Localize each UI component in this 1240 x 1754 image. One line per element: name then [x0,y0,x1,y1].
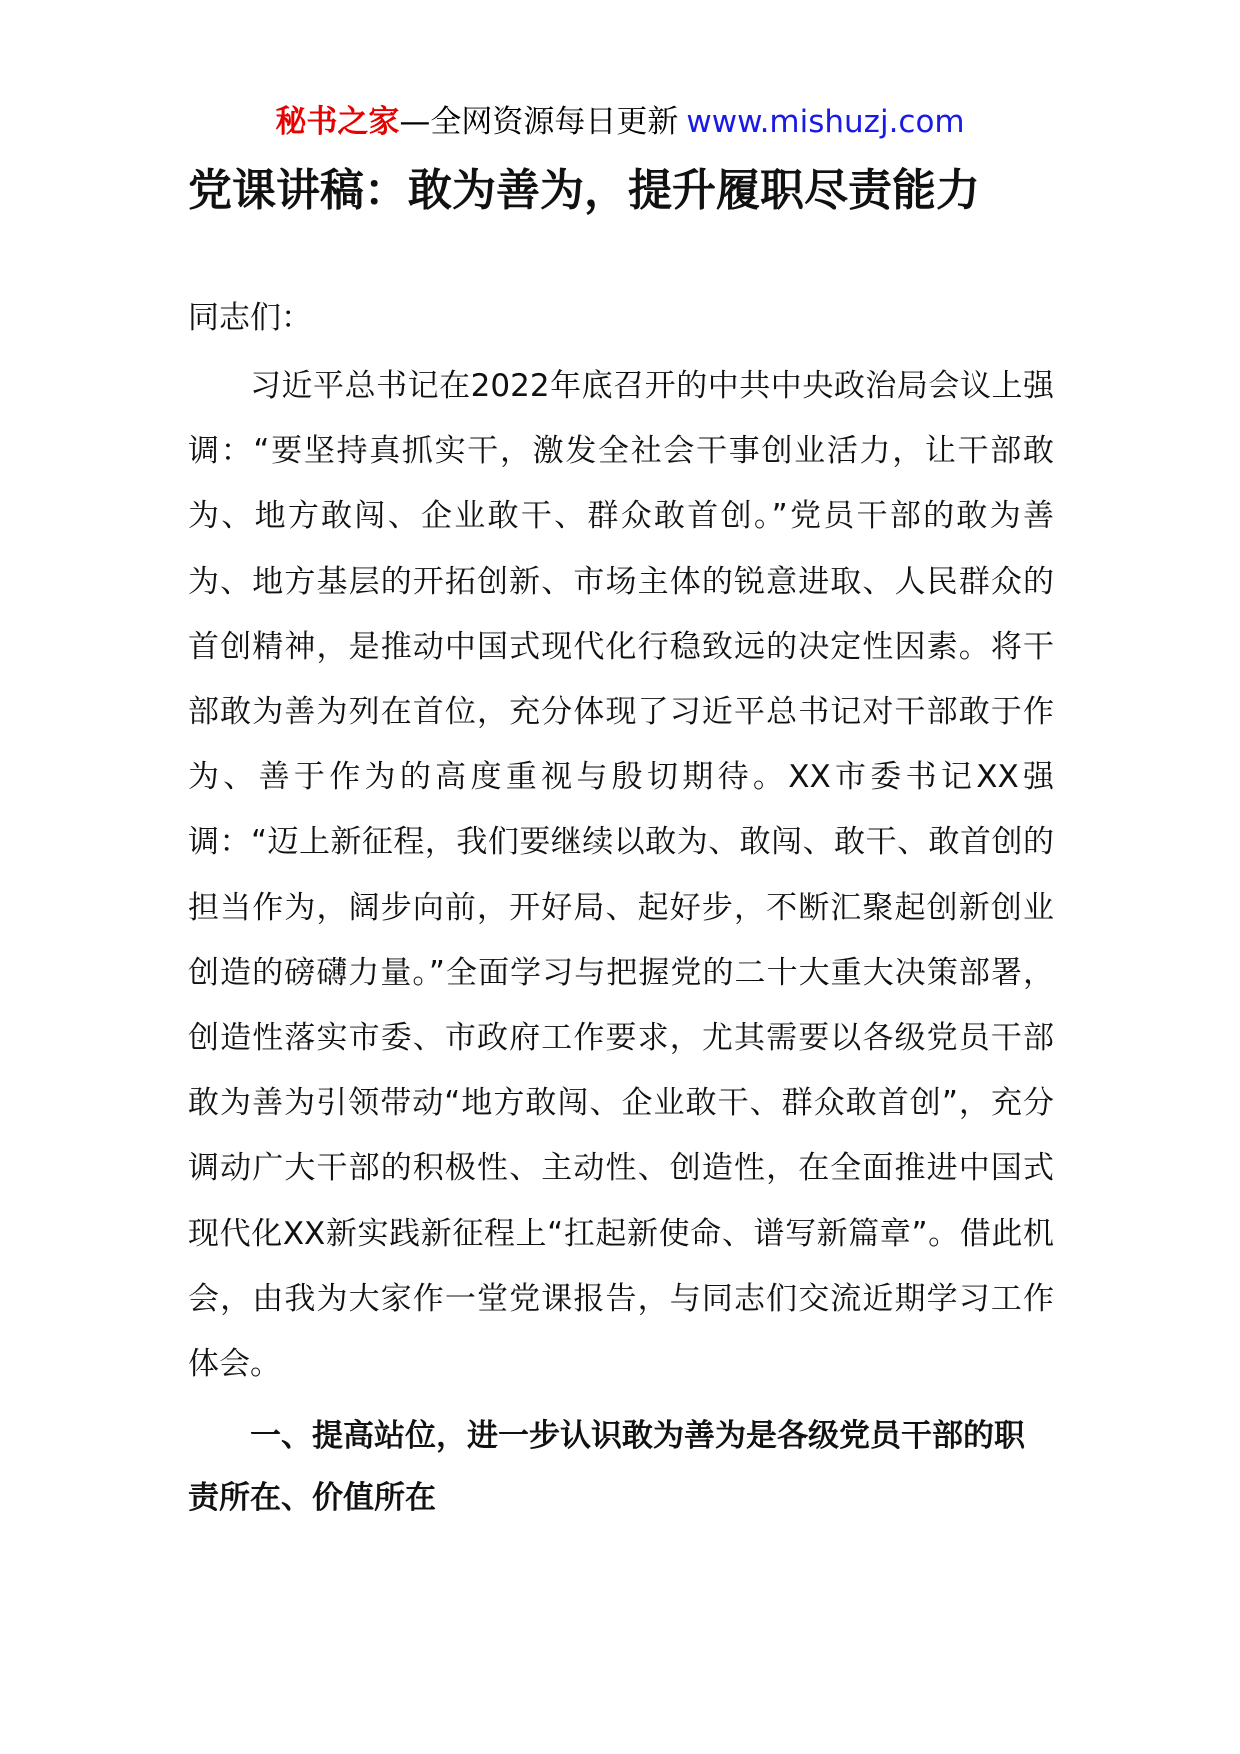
site-brand: 秘书之家 [275,104,400,140]
site-header [0,100,1240,144]
site-tagline: —全网资源每日更新 [399,104,679,140]
salutation: 同志们： [188,300,312,336]
document-title: 党课讲稿：敢为善为，提升履职尽责能力 [188,165,980,216]
section-heading: 一、提高站位，进一步认识敢为善为是各级党员干部的职责所在、价值所在 [188,1418,1025,1517]
body-paragraph: 习近平总书记在2022年底召开的中共中央政治局会议上强调：“要坚持真抓实干，激发全社会干事创业活力，让干部敢为、地方敢闯、企业敢干、群众敢首创。”党员干部的敢为善为、地方基层的开拓创新、市场主体的锐意进取、人民群众的首创精神，是推动中国式现代化行稳致远的决定性因素。将干部敢为善为列在首位，充分体现了习近平总书记对干部敢于作为、善于作为的高度重视与殷切期待。XX市委书记XX强调：“迈上新征程，我们要继续以敢为、敢闯、敢干、敢首创的担当作为，阔步向前，开好局、起好步，不断汇聚起创新创业创造的磅礴力量。”全面学习与把握党的二十大重大决策部署，创造性落实市委、市政府工作要求，尤其需要以各级党员干部敢为善为引领带动“地方敢闯、企业敢干、群众敢首创”，充分调动广大干部的积极性、主动性、创造性，在全面推进中国式现代化XX新实践新征程上“扛起新使命、谱写新篇章”。借此机会，由我为大家作一堂党课报告，与同志们交流近期学习工作体会。 [188,368,1054,1383]
site-url-link[interactable]: www.mishuzj.com [686,104,965,140]
document-body [188,290,1054,1529]
